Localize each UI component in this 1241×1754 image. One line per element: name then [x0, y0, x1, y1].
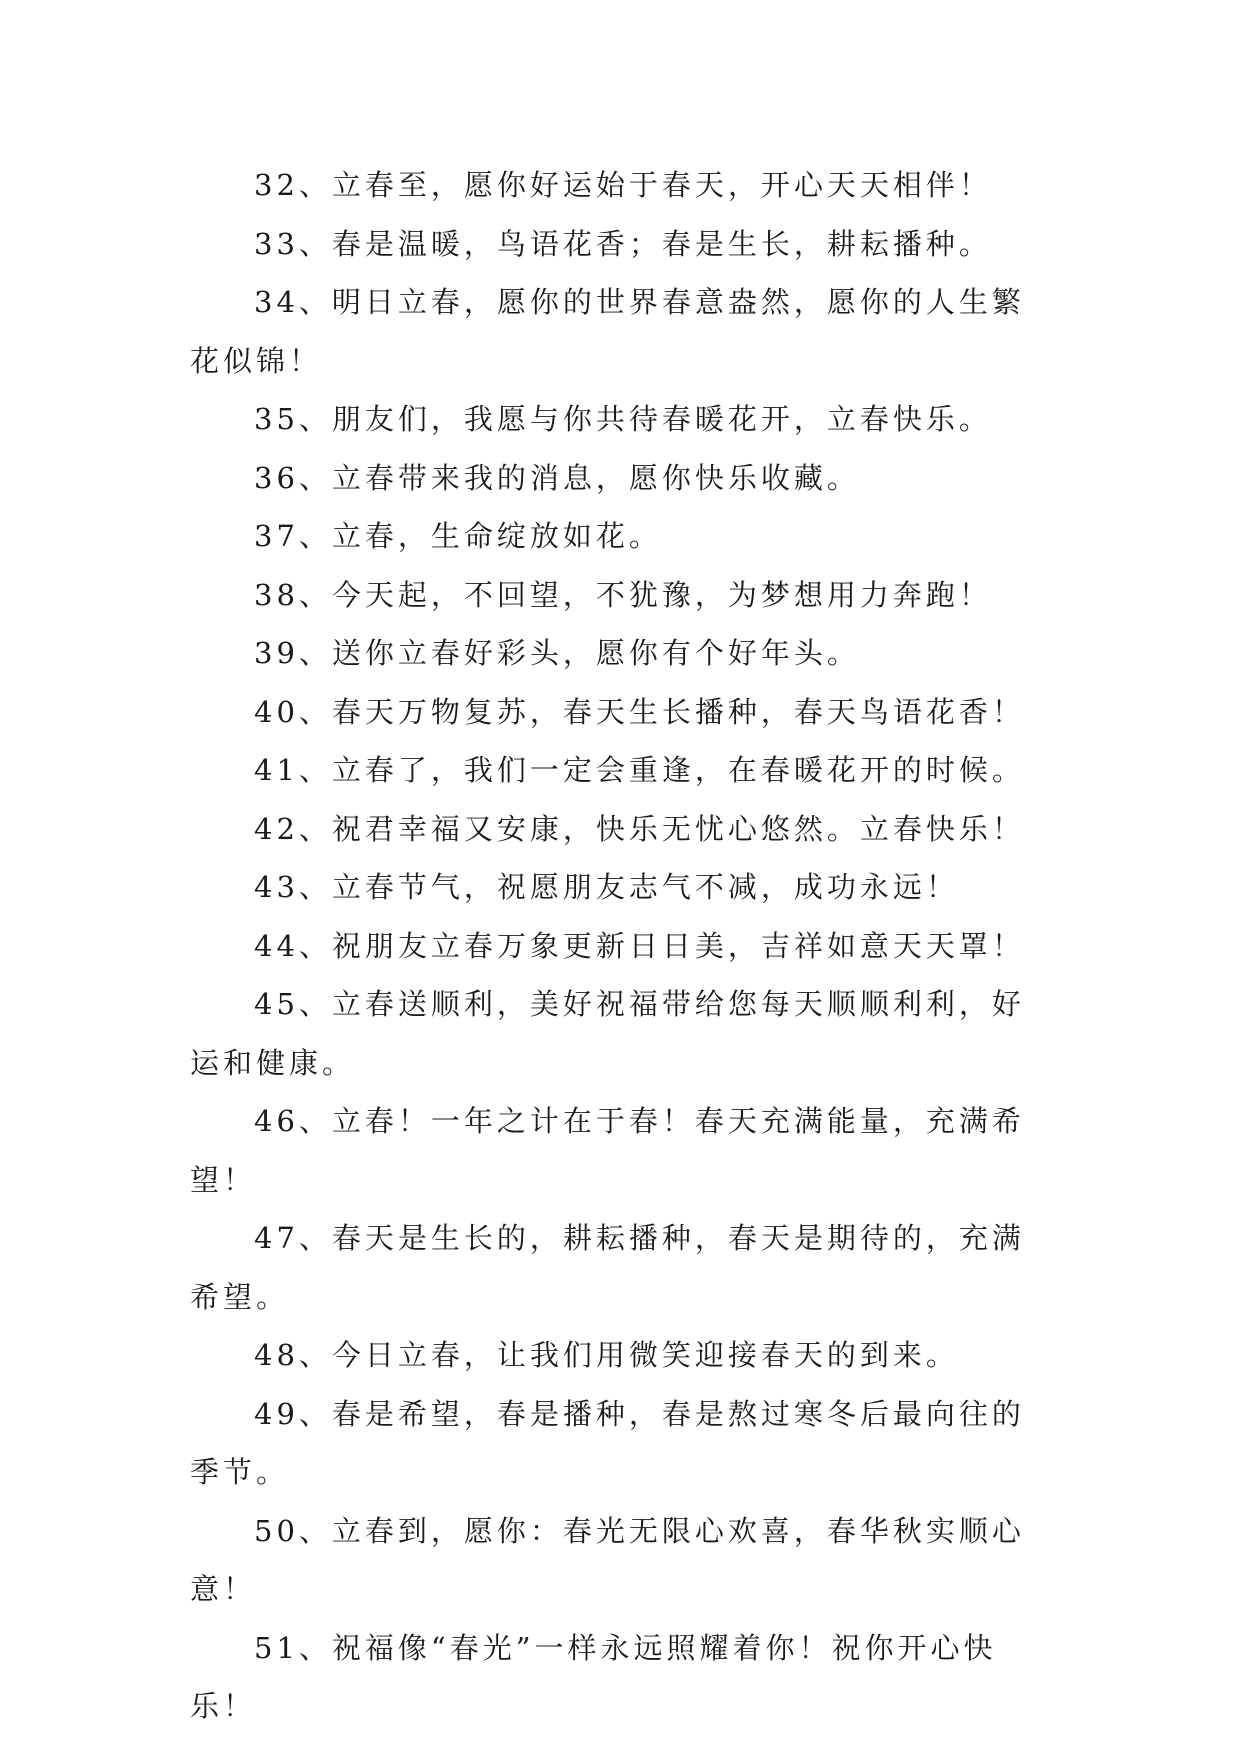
paragraph-36: 36、立春带来我的消息，愿你快乐收藏。: [254, 460, 860, 495]
paragraph-42: 42、祝君幸福又安康，快乐无忧心悠然。立春快乐！: [254, 811, 1025, 846]
paragraph-49: 49、春是希望，春是播种，春是熬过寒冬后最向往的季节。: [190, 1396, 1025, 1489]
paragraph-50: 50、立春到，愿你：春光无限心欢喜，春华秋实顺心意！: [190, 1513, 1025, 1606]
paragraph-33: 33、春是温暖，鸟语花香；春是生长，耕耘播种。: [254, 226, 992, 261]
paragraph-44: 44、祝朋友立春万象更新日日美，吉祥如意天天罩！: [254, 928, 1025, 963]
paragraph-47: 47、春天是生长的，耕耘播种，春天是期待的，充满希望。: [190, 1221, 1025, 1314]
paragraph-40: 40、春天万物复苏，春天生长播种，春天鸟语花香！: [254, 694, 1025, 729]
paragraph-32: 32、立春至，愿你好运始于春天，开心天天相伴！: [254, 168, 992, 202]
paragraph-39: 39、送你立春好彩头，愿你有个好年头。: [254, 636, 860, 670]
paragraph-38: 38、今天起，不回望，不犹豫，为梦想用力奔跑！: [254, 577, 992, 612]
paragraph-51: 51、祝福像“春光”一样永远照耀着你！祝你开心快乐！: [190, 1630, 997, 1723]
paragraph-45: 45、立春送顺利，美好祝福带给您每天顺顺利利，好运和健康。: [190, 987, 1025, 1080]
paragraph-37: 37、立春，生命绽放如花。: [254, 519, 662, 553]
paragraph-46: 46、立春！一年之计在于春！春天充满能量，充满希望！: [190, 1104, 1025, 1197]
paragraph-34: 34、明日立春，愿你的世界春意盎然，愿你的人生繁花似锦！: [190, 285, 1025, 378]
paragraph-41: 41、立春了，我们一定会重逢，在春暖花开的时候。: [254, 753, 1025, 787]
paragraph-43: 43、立春节气，祝愿朋友志气不减，成功永远！: [254, 870, 959, 904]
document-body: [190, 156, 1050, 1736]
paragraph-35: 35、朋友们，我愿与你共待春暖花开，立春快乐。: [254, 402, 992, 436]
paragraph-48: 48、今日立春，让我们用微笑迎接春天的到来。: [254, 1338, 959, 1372]
